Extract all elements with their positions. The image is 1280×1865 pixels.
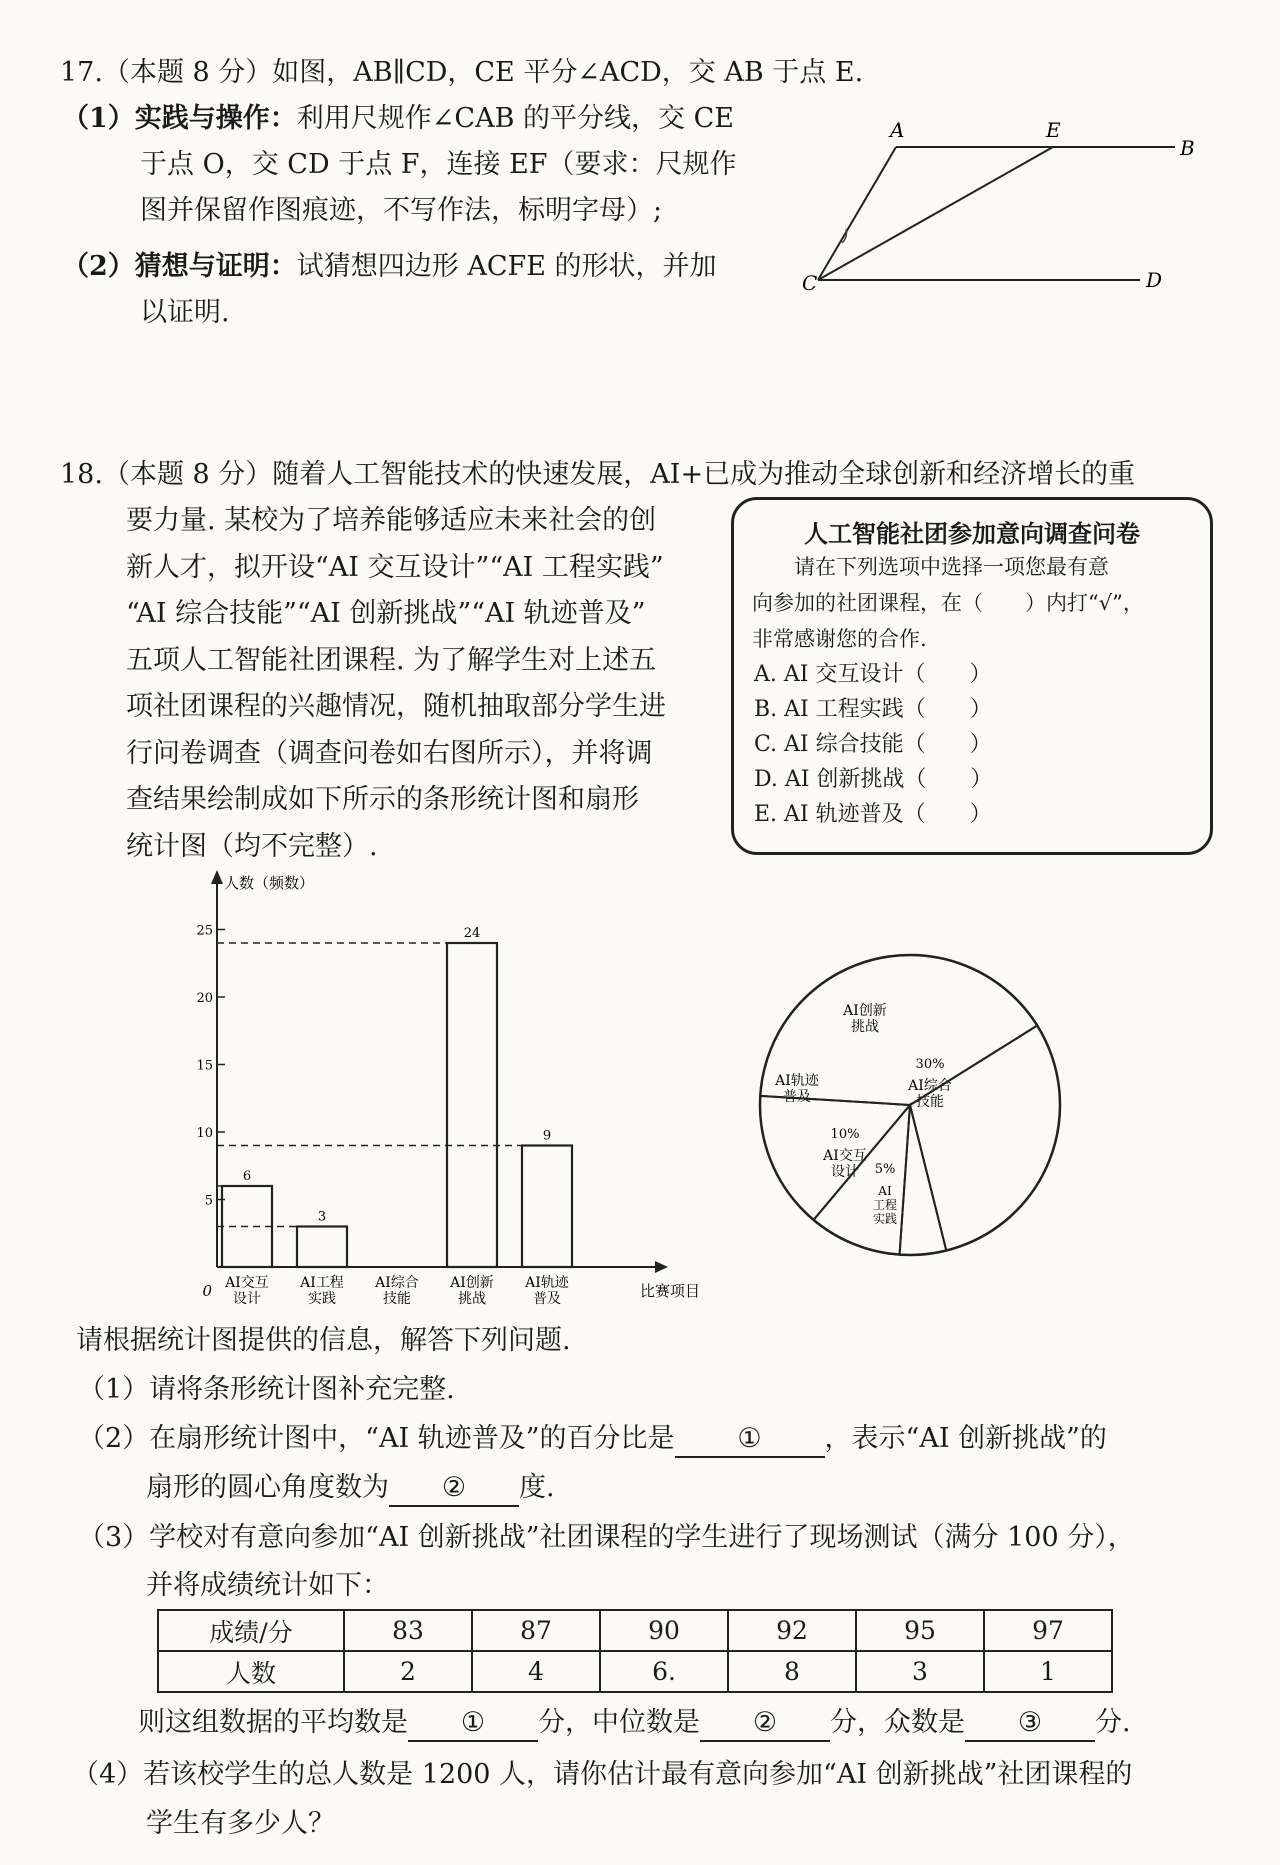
q18-sub2-text-c: 扇形的圆心角度数为 bbox=[146, 1472, 389, 1503]
table-cell: 83 bbox=[344, 1610, 472, 1651]
pie-slice-label: AI交互 bbox=[823, 1148, 867, 1164]
q18-intro-line: 查结果绘制成如下所示的条形统计图和扇形 bbox=[126, 784, 639, 815]
line-ac bbox=[818, 147, 896, 280]
survey-option-a: A. AI 交互设计（ ） bbox=[754, 662, 992, 687]
q18-intro-line: 项社团课程的兴趣情况，随机抽取部分学生进 bbox=[126, 691, 666, 722]
q18-intro-line: 统计图（均不完整）. bbox=[126, 830, 378, 862]
q18-sub3: （3）学校对有意向参加“AI 创新挑战”社团课程的学生进行了现场测试（满分 100 分）， bbox=[78, 1522, 1135, 1553]
label-b: B bbox=[1180, 136, 1195, 160]
q17-part1-line2: 于点 O，交 CD 于点 F，连接 EF（要求：尺规作 bbox=[140, 149, 737, 180]
label-d: D bbox=[1146, 268, 1163, 292]
x-tick-label: AI轨迹 bbox=[525, 1275, 569, 1291]
x-tick-label: AI创新 bbox=[450, 1275, 494, 1291]
pie-slice-label: AI轨迹 bbox=[775, 1073, 819, 1089]
table-cell: 4 bbox=[472, 1651, 600, 1692]
q18-sub2-text-a: （2）在扇形统计图中，“AI 轨迹普及”的百分比是 bbox=[78, 1423, 675, 1454]
pie-slice-engineering bbox=[900, 1105, 947, 1255]
q18-intro-line: 要力量. 某校为了培养能够适应未来社会的创 bbox=[126, 505, 657, 536]
table-row bbox=[158, 1610, 1112, 1651]
table-cell: 3 bbox=[856, 1651, 984, 1692]
q18-intro bbox=[126, 498, 666, 870]
line-ce bbox=[818, 147, 1053, 280]
pie-percent-label: 10% bbox=[830, 1127, 860, 1142]
bar bbox=[522, 1146, 572, 1268]
pie-slice-label: 设计 bbox=[831, 1164, 859, 1180]
q18-header: 18.（本题 8 分）随着人工智能技术的快速发展，AI+已成为推动全球创新和经济增长的重 bbox=[60, 459, 1136, 490]
label-e: E bbox=[1046, 118, 1061, 142]
table-cell: 8 bbox=[728, 1651, 856, 1692]
q18-intro-line: “AI 综合技能”“AI 创新挑战”“AI 轨迹普及” bbox=[126, 598, 646, 629]
y-tick-label: 15 bbox=[196, 1058, 213, 1074]
q17-part1-line1: 利用尺规作∠CAB 的平分线，交 CE bbox=[296, 103, 734, 134]
table-row bbox=[158, 1651, 1112, 1692]
pie-slice-label: 普及 bbox=[783, 1089, 811, 1105]
bar-value-label: 3 bbox=[317, 1209, 327, 1225]
table-head-score: 成绩/分 bbox=[158, 1610, 344, 1651]
q17-part1-line3: 图并保留作图痕迹，不写作法，标明字母）; bbox=[140, 195, 663, 226]
q18-sub3-b: 并将成绩统计如下： bbox=[146, 1570, 389, 1601]
pie-chart bbox=[745, 945, 1075, 1265]
q18-sub2-text-b: ，表示“AI 创新挑战”的 bbox=[824, 1423, 1107, 1454]
q18-sub3-text-3: 分，众数是 bbox=[830, 1707, 965, 1738]
table-cell: 6. bbox=[600, 1651, 728, 1692]
origin-label: 0 bbox=[202, 1282, 212, 1300]
pie-slice-label: AI bbox=[878, 1184, 892, 1198]
q18-sub2-cont bbox=[146, 1465, 555, 1511]
survey-text-line: 向参加的社团课程，在（ ）内打“√”， bbox=[752, 591, 1144, 615]
table-cell: 97 bbox=[984, 1610, 1112, 1651]
q17-part1 bbox=[62, 96, 734, 142]
q18-sub4-b: 学生有多少人？ bbox=[146, 1808, 335, 1839]
y-tick-label: 20 bbox=[196, 991, 213, 1006]
q17-part2 bbox=[62, 244, 717, 290]
table-cell: 87 bbox=[472, 1610, 600, 1651]
q18-sub4: （4）若该校学生的总人数是 1200 人，请你估计最有意向参加“AI 创新挑战”社团课程的 bbox=[72, 1759, 1133, 1790]
x-tick-label: 挑战 bbox=[458, 1291, 486, 1307]
q18-sub3-answers bbox=[138, 1700, 1131, 1746]
y-tick-label: 10 bbox=[196, 1126, 213, 1141]
y-tick-label: 5 bbox=[204, 1193, 213, 1209]
pie-slice-interaction bbox=[814, 1105, 910, 1255]
pie-percent-label: 30% bbox=[915, 1057, 945, 1072]
q18-sub3-text-2: 分，中位数是 bbox=[538, 1707, 700, 1738]
x-tick-label: AI综合 bbox=[375, 1275, 419, 1291]
table-cell: 90 bbox=[600, 1610, 728, 1651]
q17-part1-label: （1）实践与操作： bbox=[62, 103, 297, 134]
table-cell: 1 bbox=[984, 1651, 1112, 1692]
x-tick-label: 实践 bbox=[308, 1291, 336, 1307]
pie-slice-label: 挑战 bbox=[851, 1019, 879, 1035]
pie-slice-label: 技能 bbox=[916, 1094, 944, 1110]
bar-chart bbox=[180, 862, 730, 1322]
bar bbox=[297, 1227, 347, 1268]
table-cell: 2 bbox=[344, 1651, 472, 1692]
q17-part2-label: （2）猜想与证明： bbox=[62, 251, 297, 282]
q17-part2-line1: 试猜想四边形 ACFE 的形状，并加 bbox=[296, 251, 717, 282]
q18-sub1: （1）请将条形统计图补充完整. bbox=[78, 1374, 455, 1405]
table-head-count: 人数 bbox=[158, 1651, 344, 1692]
q18-intro-line: 新人才，拟开设“AI 交互设计”“AI 工程实践” bbox=[126, 551, 664, 583]
survey-option-c: C. AI 综合技能（ ） bbox=[754, 732, 992, 757]
bar-value-label: 9 bbox=[542, 1128, 552, 1144]
survey-title: 人工智能社团参加意向调查问卷 bbox=[804, 519, 1140, 548]
score-table bbox=[157, 1609, 1113, 1693]
answer-blank-median[interactable]: ② bbox=[700, 1706, 830, 1742]
q18-sub2-text-d: 度. bbox=[519, 1472, 555, 1503]
x-tick-label: 技能 bbox=[383, 1291, 411, 1307]
answer-blank-1[interactable]: ① bbox=[675, 1422, 825, 1458]
q18-sub3-text-1: 则这组数据的平均数是 bbox=[138, 1707, 408, 1738]
q17-part2-line2: 以证明. bbox=[140, 297, 230, 328]
survey-option-b: B. AI 工程实践（ ） bbox=[754, 697, 992, 722]
answer-blank-mode[interactable]: ③ bbox=[965, 1706, 1095, 1742]
x-axis-label: 比赛项目 bbox=[640, 1282, 701, 1300]
x-tick-label: AI工程 bbox=[300, 1275, 344, 1291]
x-tick-label: AI交互 bbox=[225, 1275, 269, 1291]
survey-option-e: E. AI 轨迹普及（ ） bbox=[754, 802, 992, 827]
pie-slice-label: AI综合 bbox=[908, 1078, 952, 1094]
y-axis-label: 人数（频数） bbox=[224, 874, 315, 892]
q17-header: 17.（本题 8 分）如图，AB∥CD，CE 平分∠ACD，交 AB 于点 E. bbox=[60, 57, 864, 88]
x-axis-arrow bbox=[655, 1261, 668, 1273]
x-tick-label: 设计 bbox=[233, 1291, 261, 1307]
bar bbox=[447, 943, 497, 1267]
answer-blank-2[interactable]: ② bbox=[389, 1471, 519, 1507]
q18-sub2 bbox=[78, 1416, 1107, 1462]
q18-intro-line: 五项人工智能社团课程. 为了解学生对上述五 bbox=[126, 644, 657, 676]
table-cell: 95 bbox=[856, 1610, 984, 1651]
table-cell: 92 bbox=[728, 1610, 856, 1651]
pie-slice-label: AI创新 bbox=[843, 1003, 887, 1019]
pie-slice-label: 工程 bbox=[872, 1198, 898, 1212]
q18-sub3-text-4: 分. bbox=[1095, 1707, 1131, 1738]
x-tick-label: 普及 bbox=[533, 1291, 561, 1307]
q18-intro-line: 行问卷调查（调查问卷如右图所示），并将调 bbox=[126, 737, 653, 769]
answer-blank-mean[interactable]: ① bbox=[408, 1706, 538, 1742]
y-tick-label: 25 bbox=[196, 923, 213, 939]
survey-option-d: D. AI 创新挑战（ ） bbox=[754, 767, 993, 792]
q17-geometry-figure bbox=[800, 115, 1200, 305]
survey-text-line: 请在下列选项中选择一项您最有意 bbox=[794, 555, 1109, 579]
survey-questionnaire bbox=[731, 497, 1213, 855]
label-c: C bbox=[802, 271, 818, 295]
bar-value-label: 24 bbox=[463, 926, 481, 941]
survey-text-line: 非常感谢您的合作. bbox=[752, 627, 927, 651]
pie-slice-label: 实践 bbox=[872, 1212, 898, 1226]
bar-value-label: 6 bbox=[242, 1169, 252, 1184]
pie-percent-label: 5% bbox=[874, 1162, 896, 1177]
label-a: A bbox=[890, 118, 905, 142]
y-axis-arrow bbox=[211, 870, 223, 884]
q18-prompt: 请根据统计图提供的信息，解答下列问题. bbox=[76, 1325, 571, 1356]
